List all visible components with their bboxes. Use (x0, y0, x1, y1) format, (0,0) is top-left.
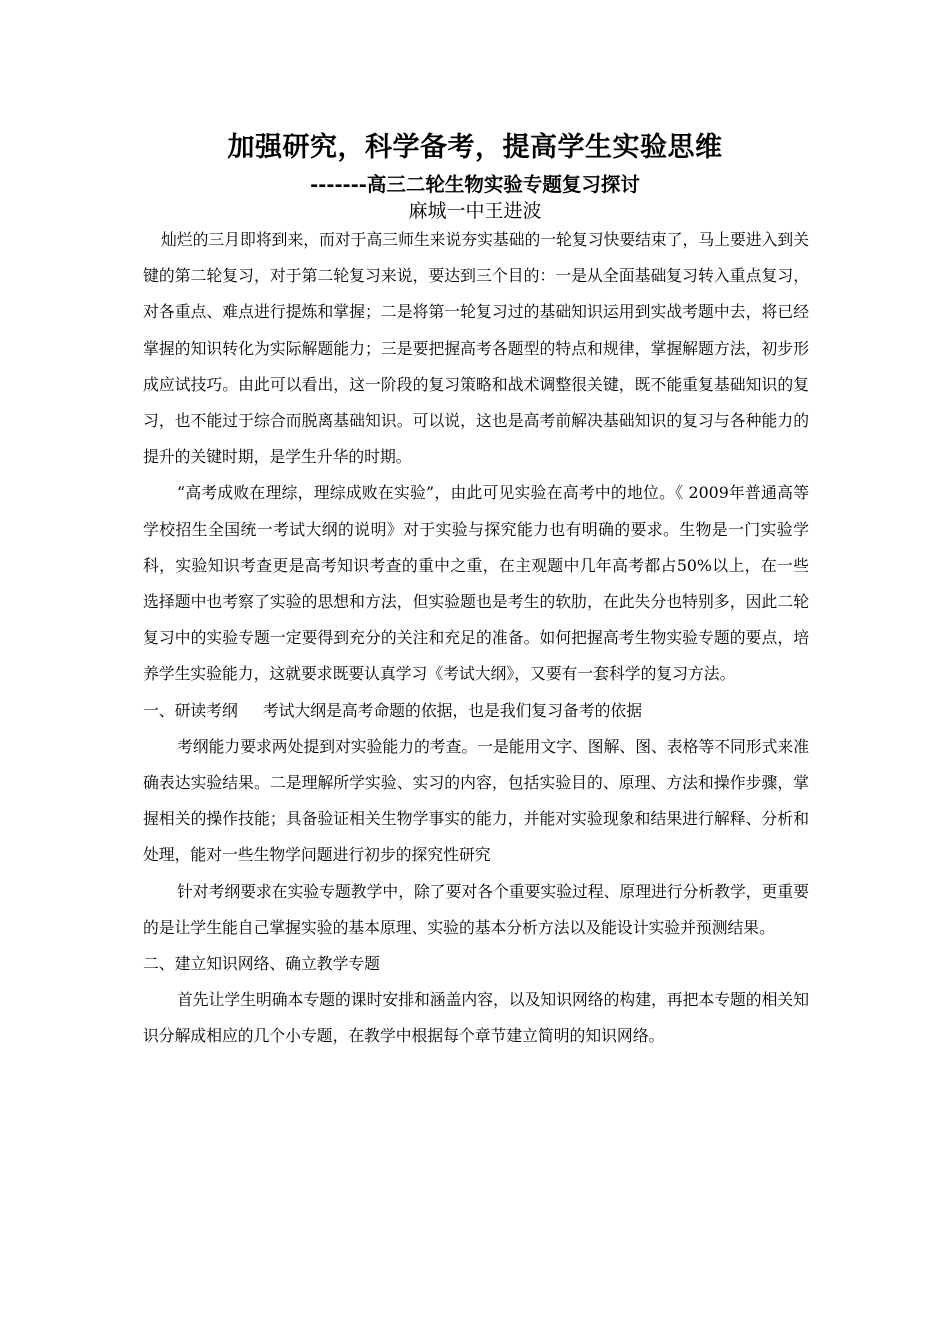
document-author: 麻城一中王进波 (408, 200, 542, 222)
section-heading-2: 二、建立知识网络、确立教学专题 (143, 954, 380, 974)
intro-paragraph-1: 灿烂的三月即将到来，而对于高三师生来说夯实基础的一轮复习快要结束了，马上要进入到关键的第二轮复习，对于第二轮复习来说，要达到三个目的：一是从全面基础复习转入重点复习，对各重点、难点进行提炼和掌握；二是将第一轮复习过的基础知识运用到实战考题中去，将已经掌握的知识转化为实际解题能力；三是要把握高考各题型的特点和规律，掌握解题方法，初步形成应试技巧。由此可以看出，这一阶段的复习策略和战术调整很关键，既不能重复基础知识的复习，也不能过于综合而脱离基础知识。可以说，这也是高考前解决基础知识的复习与各种能力的提升的关键时期，是学生升华的时期。 (143, 230, 809, 467)
document-subtitle: -------高三二轮生物实验专题复习探讨 (310, 173, 640, 196)
section1-paragraph-2: 针对考纲要求在实验专题教学中，除了要对各个重要实验过程、原理进行分析教学，更重要的是让学生能自己掌握实验的基本原理、实验的基本分析方法以及能设计实验并预测结果。 (143, 881, 809, 937)
document-title: 加强研究，科学备考，提高学生实验思维 (227, 132, 723, 163)
intro-paragraph-2: “高考成败在理综，理综成败在实验”，由此可见实验在高考中的地位。《 2009年普通高等学校招生全国统一考试大纲的说明》对于实验与探究能力也有明确的要求。生物是一门实验学科，实验知识考查更是高考知识考查的重中之重，在主观题中几年高考都占50%以上，在一些选择题中也考察了实验的思想和方法，但实验题也是考生的软肋，在此失分也特别多，因此二轮复习中的实验专题一定要得到充分的关注和充足的准备。如何把握高考生物实验专题的要点，培养学生实验能力，这就要求既要认真学习《考试大纲》，又要有一套科学的复习方法。 (143, 483, 809, 684)
section-heading-1: 一、研读考纲 考试大纲是高考命题的依据，也是我们复习备考的依据 (143, 700, 643, 720)
section2-paragraph-1: 首先让学生明确本专题的课时安排和涵盖内容，以及知识网络的构建，再把本专题的相关知识分解成相应的几个小专题，在教学中根据每个章节建立简明的知识网络。 (143, 990, 809, 1046)
document-body (143, 222, 809, 1055)
section1-paragraph-1: 考纲能力要求两处提到对实验能力的考查。一是能用文字、图解、图、表格等不同形式来准确表达实验结果。二是理解所学实验、实习的内容，包括实验目的、原理、方法和操作步骤，掌握相关的操作技能；具备验证相关生物学事实的能力，并能对实验现象和结果进行解释、分析和处理，能对一些生物学问题进行初步的探究性研究 (143, 736, 809, 865)
